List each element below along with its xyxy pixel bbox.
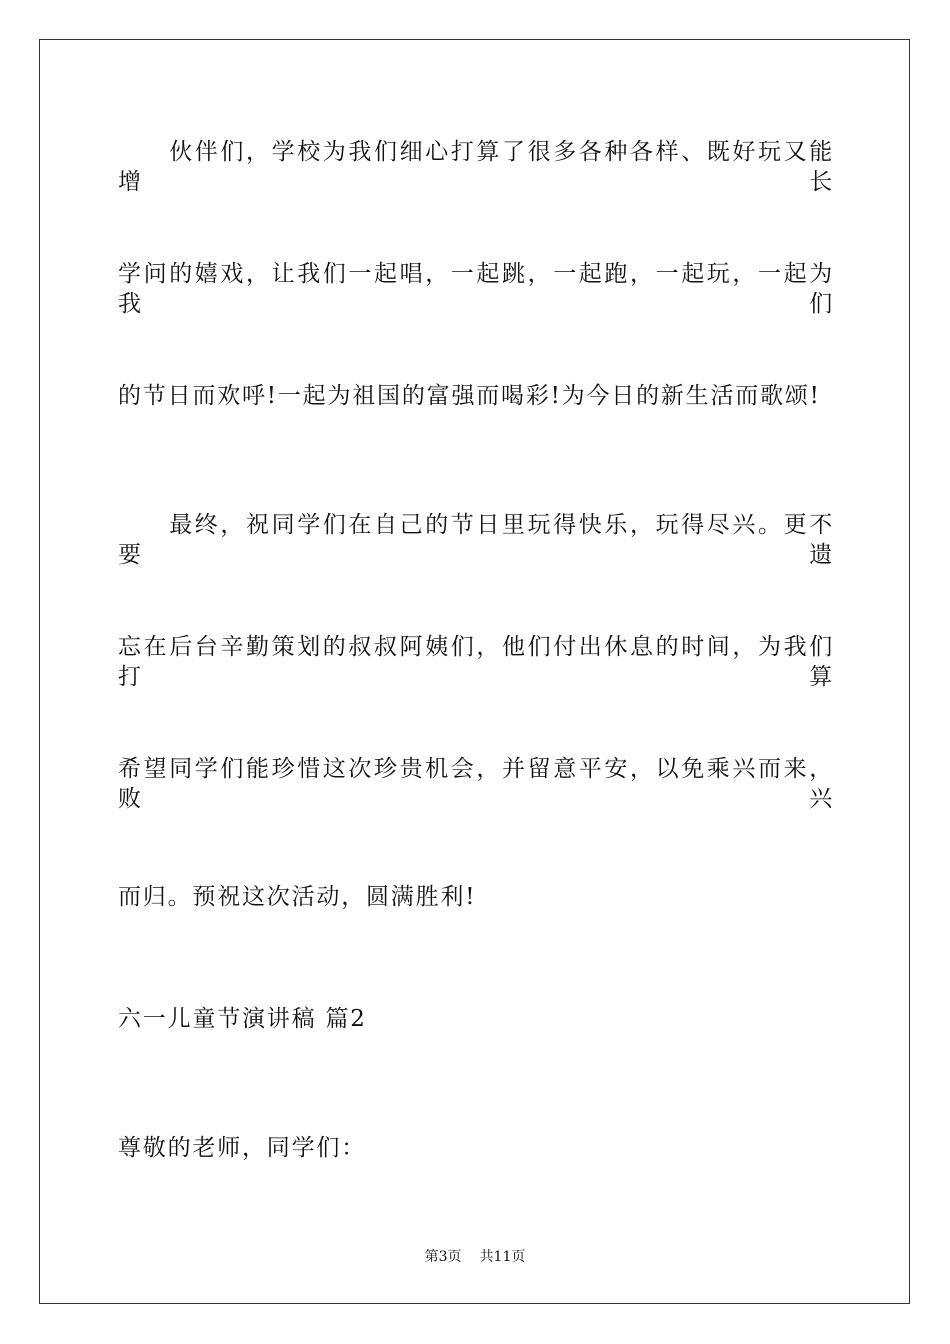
page-footer — [0, 1248, 950, 1266]
paragraph-line-2: 学问的嬉戏，让我们一起唱，一起跳，一起跑，一起玩，一起为我们 — [118, 261, 834, 317]
page-total: 共11页 — [479, 1249, 526, 1265]
section-heading: 六一儿童节演讲稿 篇2 — [118, 1006, 367, 1032]
paragraph-line-4: 最终，祝同学们在自己的节日里玩得快乐，玩得尽兴。更不要遗 — [118, 512, 834, 568]
paragraph-line-5: 忘在后台辛勤策划的叔叔阿姨们，他们付出休息的时间，为我们打算 — [118, 634, 834, 690]
page-number: 第3页 — [424, 1249, 462, 1265]
paragraph-line-7: 而归。预祝这次活动，圆满胜利! — [118, 884, 477, 910]
paragraph-line-6: 希望同学们能珍惜这次珍贵机会，并留意平安，以免乘兴而来，败兴 — [118, 756, 834, 812]
paragraph-line-3: 的节日而欢呼!一起为祖国的富强而喝彩!为今日的新生活而歌颂! — [118, 383, 821, 409]
salutation-line: 尊敬的老师，同学们： — [118, 1135, 366, 1161]
paragraph-line-1: 伙伴们，学校为我们细心打算了很多各种各样、既好玩又能增长 — [118, 139, 834, 195]
